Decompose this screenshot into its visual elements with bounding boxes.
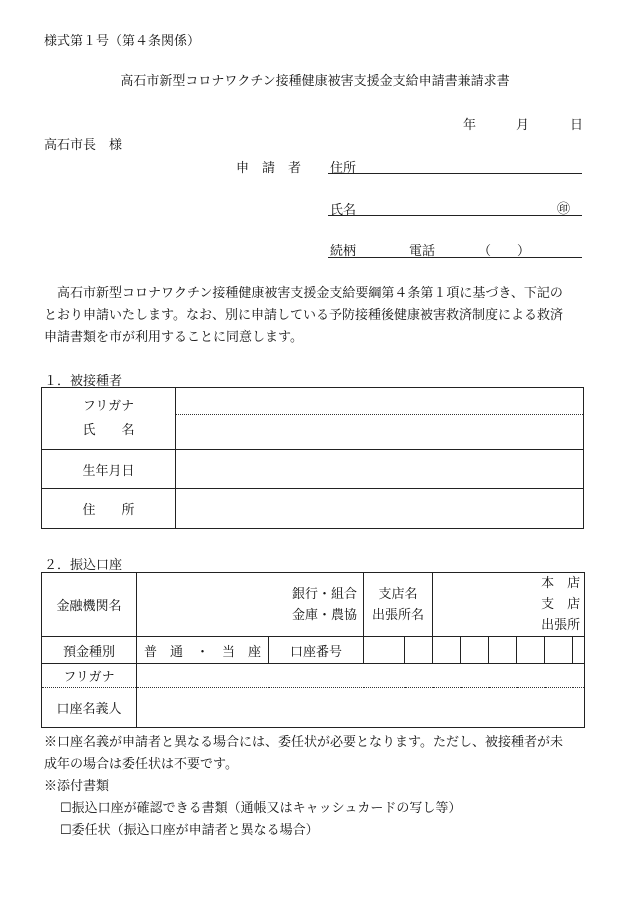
branch-type-main: 本 店	[541, 576, 581, 591]
account-digit[interactable]	[433, 637, 461, 664]
recipient-address-field[interactable]	[176, 489, 584, 529]
date-day: 日	[570, 118, 584, 133]
bank-name-label: 金融機関名	[42, 573, 137, 637]
account-number-label: 口座番号	[269, 637, 364, 664]
applicant-label: 申 請 者	[236, 161, 302, 176]
applicant-phone-paren: （ ）	[478, 244, 531, 259]
note-line: ※口座名義が申請者と異なる場合には、委任状が必要となります。ただし、被接種者が未	[44, 735, 563, 750]
applicant-address-label: 住所	[330, 161, 357, 176]
account-digit[interactable]	[461, 637, 489, 664]
bank-name-field[interactable]	[137, 573, 364, 637]
attachment-item: ☐委任状（振込口座が申請者と異なる場合）	[60, 823, 319, 838]
recipient-name-header	[42, 388, 176, 450]
birthdate-label: 生年月日	[42, 450, 176, 489]
account-digit[interactable]	[545, 637, 573, 664]
holder-name-field[interactable]	[137, 688, 585, 728]
form-number: 様式第１号（第４条関係）	[44, 34, 201, 49]
section2-heading: ２．振込口座	[44, 558, 123, 573]
form-title: 高石市新型コロナワクチン接種健康被害支援金支給申請書兼請求書	[120, 74, 510, 89]
section1-heading: １．被接種者	[44, 374, 123, 389]
applicant-address-line[interactable]	[328, 172, 582, 174]
bank-account-table	[41, 572, 585, 728]
body-paragraph	[44, 283, 586, 349]
applicant-relation-label: 続柄	[330, 244, 357, 259]
body-line: 申請書類を市が利用することに同意します。	[44, 330, 303, 345]
bank-types-line2: 金庫・農協	[292, 607, 358, 623]
attachments-heading: ※添付書類	[44, 779, 110, 794]
applicant-relation-phone-line[interactable]	[328, 256, 582, 258]
date-year: 年	[463, 118, 477, 133]
recipient-birthdate-field[interactable]	[176, 450, 584, 489]
applicant-name-line[interactable]	[328, 214, 582, 216]
addressee: 高石市長 様	[44, 138, 123, 153]
holder-furigana-label: フリガナ	[42, 664, 137, 688]
recipient-name-cell[interactable]	[176, 388, 584, 450]
deposit-type-label: 預金種別	[42, 637, 137, 664]
body-line: 高石市新型コロナワクチン接種健康被害支援金支給要綱第４条第１項に基づき、下記の	[44, 286, 563, 301]
branch-label-line2: 出張所名	[372, 607, 425, 623]
account-digit[interactable]	[364, 637, 405, 664]
attachment-item: ☐振込口座が確認できる書類（通帳又はキャッシュカードの写し等）	[60, 801, 462, 816]
holder-label: 口座名義人	[42, 688, 137, 728]
recipient-furigana-field[interactable]	[176, 388, 583, 415]
branch-name-field[interactable]	[433, 573, 585, 637]
branch-label-line1: 支店名	[378, 586, 418, 602]
bank-types-line1: 銀行・組合	[292, 586, 358, 602]
branch-type-branch: 支 店	[541, 597, 581, 612]
account-digit[interactable]	[517, 637, 545, 664]
account-digit[interactable]	[405, 637, 433, 664]
account-digit[interactable]	[489, 637, 517, 664]
branch-name-label	[364, 573, 433, 637]
applicant-name-label: 氏名	[330, 203, 357, 218]
seal-mark: ㊞	[557, 202, 571, 217]
body-line: とおり申請いたします。なお、別に申請している予防接種後健康被害救済制度による救済	[44, 308, 563, 323]
applicant-phone-label: 電話	[409, 244, 436, 259]
recipient-table	[41, 387, 584, 529]
account-digit-end[interactable]	[573, 637, 585, 664]
name-label: 氏 名	[82, 422, 135, 438]
address-label: 住 所	[42, 489, 176, 529]
deposit-type-options[interactable]: 普 通 ・ 当 座	[137, 637, 269, 664]
holder-furigana-field[interactable]	[137, 664, 585, 688]
furigana-label: フリガナ	[82, 398, 135, 414]
branch-type-office: 出張所	[541, 618, 581, 633]
date-month: 月	[516, 118, 530, 133]
note-line: 成年の場合は委任状は不要です。	[44, 757, 238, 772]
